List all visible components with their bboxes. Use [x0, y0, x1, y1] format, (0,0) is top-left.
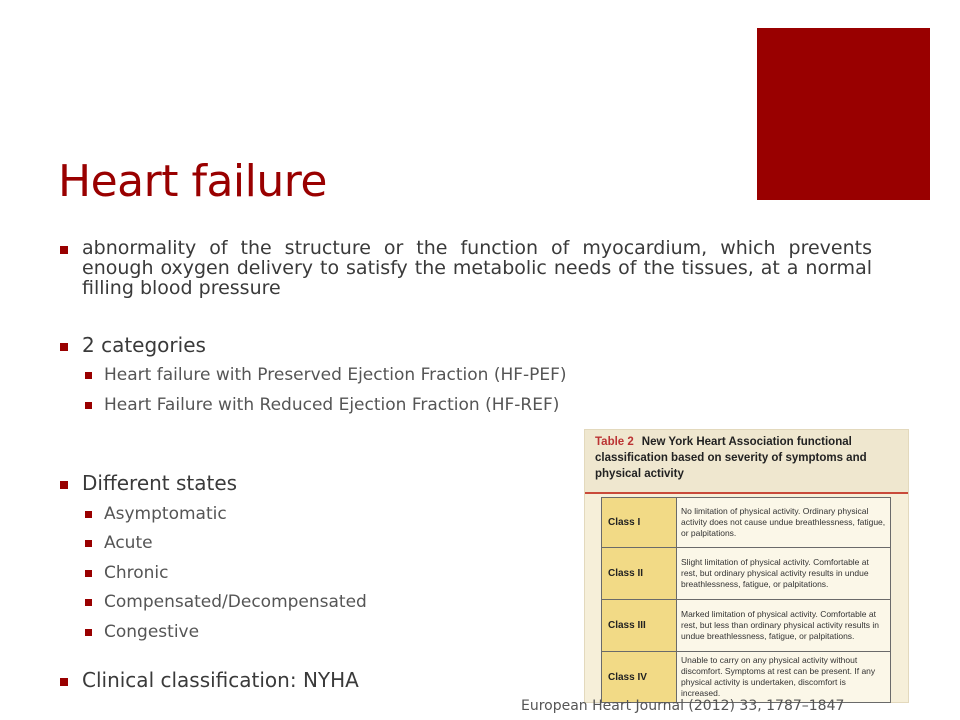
class-cell: Class II — [602, 548, 677, 600]
class-cell: Class III — [602, 600, 677, 652]
state-item — [85, 623, 199, 642]
nyha-table-image — [584, 429, 909, 703]
table-number: Table 2 — [595, 436, 634, 448]
state-item — [85, 593, 367, 612]
bullet-definition — [60, 238, 872, 298]
bullet-square-icon — [85, 629, 92, 636]
state-text: Compensated/Decompensated — [104, 592, 367, 612]
description-cell: Slight limitation of physical activity. Comfortable at rest, but ordinary physical activity results in undue breathlessness, fatigue, or palpitations. — [677, 548, 891, 600]
bullet-square-icon — [60, 678, 68, 686]
bullet-categories — [60, 335, 206, 355]
slide-title: Heart failure — [58, 156, 327, 207]
class-cell: Class I — [602, 498, 677, 548]
table-row — [602, 600, 891, 652]
bullet-classification — [60, 670, 359, 690]
table-caption — [595, 434, 900, 482]
bullet-square-icon — [60, 246, 68, 254]
state-text: Chronic — [104, 563, 169, 583]
state-text: Acute — [104, 533, 153, 553]
bullet-square-icon — [85, 599, 92, 606]
class-cell: Class IV — [602, 652, 677, 703]
table-row — [602, 498, 891, 548]
bullet-states — [60, 473, 237, 493]
description-cell: No limitation of physical activity. Ordinary physical activity does not cause undue breathlessness, fatigue, or palpitations. — [677, 498, 891, 548]
bullet-square-icon — [85, 511, 92, 518]
bullet-square-icon — [85, 570, 92, 577]
description-cell: Unable to carry on any physical activity without discomfort. Symptoms at rest can be present. If any physical activity is undertaken, discomfort is increased. — [677, 652, 891, 703]
state-item — [85, 564, 169, 583]
state-item — [85, 505, 227, 524]
state-text: Asymptomatic — [104, 504, 227, 524]
categories-heading: 2 categories — [82, 333, 206, 357]
classification-text: Clinical classification: NYHA — [82, 668, 359, 692]
source-citation: European Heart Journal (2012) 33, 1787–1847 — [521, 698, 845, 714]
state-item — [85, 534, 153, 553]
states-heading: Different states — [82, 471, 238, 495]
category-item — [85, 396, 559, 415]
table-row — [602, 548, 891, 600]
definition-text: abnormality of the structure or the function of myocardium, which prevents enough oxygen delivery to satisfy the metabolic needs of the tissues, at a normal filling blood pressure — [82, 237, 872, 299]
bullet-square-icon — [85, 402, 92, 409]
table-caption-text: New York Heart Association functional classification based on severity of symptoms and physical activity — [595, 436, 867, 480]
state-text: Congestive — [104, 622, 200, 642]
table-divider — [585, 492, 908, 494]
bullet-square-icon — [85, 372, 92, 379]
accent-square — [757, 28, 930, 200]
description-cell: Marked limitation of physical activity. Comfortable at rest, but less than ordinary physical activity results in undue breathlessness, fatigue, or palpitations. — [677, 600, 891, 652]
category-text: Heart failure with Preserved Ejection Fraction (HF-PEF) — [104, 365, 567, 385]
bullet-square-icon — [60, 481, 68, 489]
category-item — [85, 366, 567, 385]
nyha-table — [601, 497, 891, 703]
bullet-square-icon — [60, 343, 68, 351]
category-text: Heart Failure with Reduced Ejection Fraction (HF-REF) — [104, 395, 560, 415]
table-row — [602, 652, 891, 703]
bullet-square-icon — [85, 540, 92, 547]
